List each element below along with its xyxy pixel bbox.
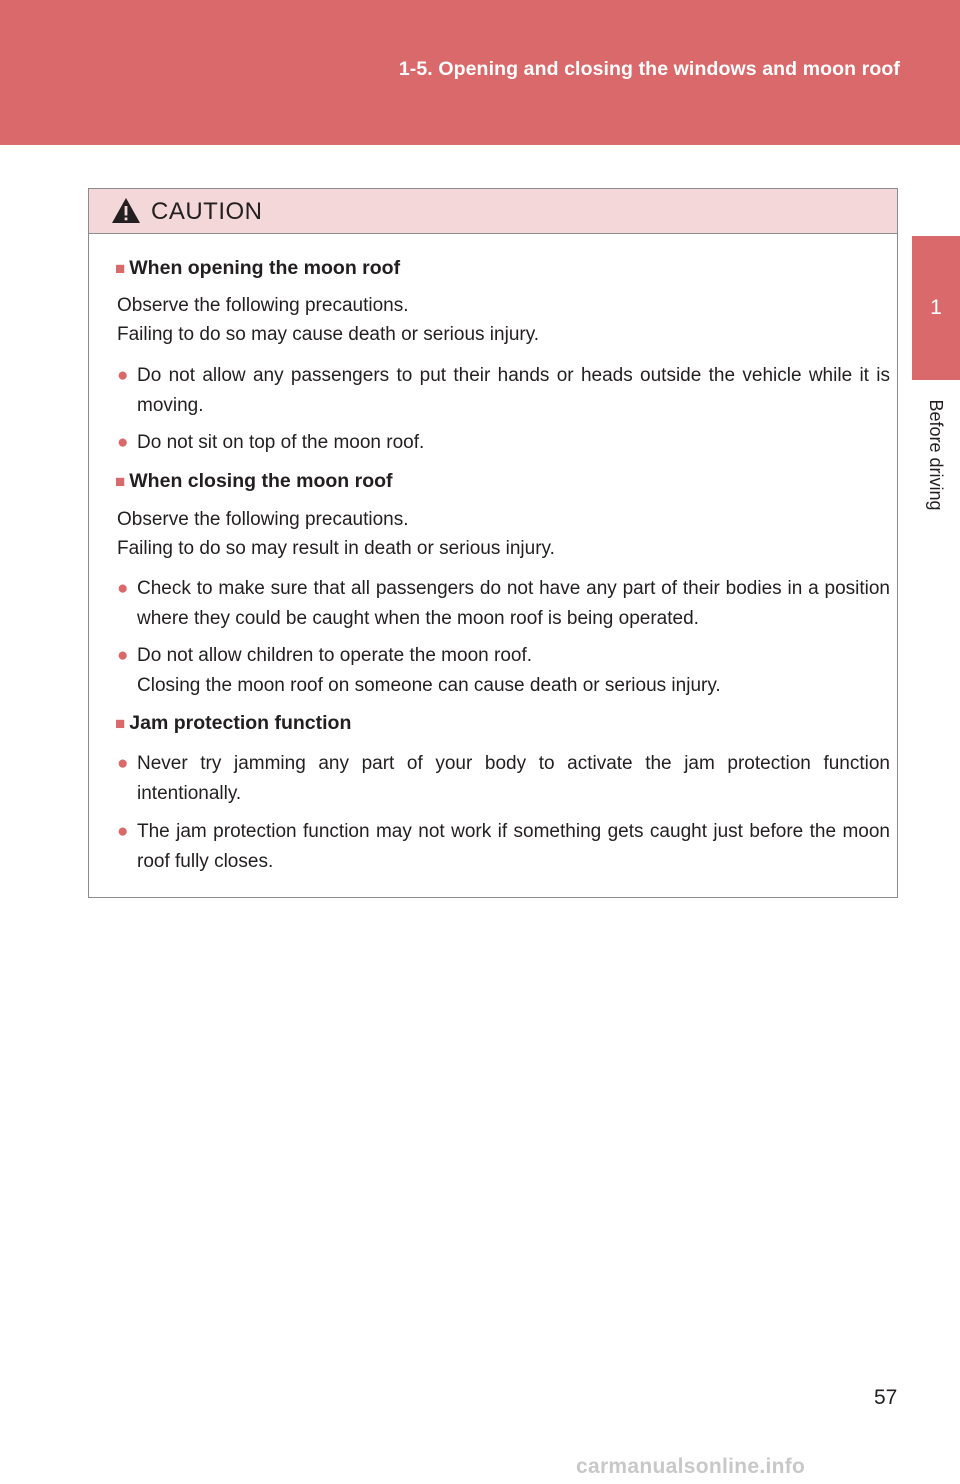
circle-bullet-icon: ●: [117, 578, 129, 599]
intro-text: Failing to do so may cause death or serious injury.: [117, 324, 540, 345]
circle-bullet-icon: ●: [117, 821, 129, 842]
section-heading: ■ Jam protection function: [115, 712, 352, 734]
bullet-continuation: Closing the moon roof on someone can cause death or serious injury.: [137, 675, 721, 696]
header-band: [0, 0, 960, 145]
section-heading: ■ When closing the moon roof: [115, 470, 393, 492]
square-bullet-icon: ■: [115, 714, 126, 733]
watermark: carmanualsonline.info: [576, 1455, 806, 1478]
warning-triangle-icon: [111, 197, 141, 224]
bullet-item: ● Do not sit on top of the moon roof.: [117, 428, 890, 458]
chapter-label: Before driving: [926, 399, 946, 511]
bullet-item: ● Never try jamming any part of your body to activate the jam protection function intentionally.: [117, 749, 890, 808]
caution-title: CAUTION: [151, 198, 263, 225]
circle-bullet-icon: ●: [117, 645, 129, 666]
circle-bullet-icon: ●: [117, 365, 129, 386]
intro-text: Observe the following precautions.: [117, 295, 409, 316]
circle-bullet-icon: ●: [117, 432, 129, 453]
bullet-item: ● Check to make sure that all passengers do not have any part of their bodies in a position where they could be caught when the moon roof is being operated.: [117, 574, 890, 633]
bullet-item: ● The jam protection function may not work if something gets caught just before the moon roof fully closes.: [117, 817, 890, 876]
section-title: 1-5. Opening and closing the windows and moon roof: [398, 58, 900, 80]
circle-bullet-icon: ●: [117, 753, 129, 774]
intro-text: Failing to do so may result in death or serious injury.: [117, 538, 555, 559]
caution-header: [89, 189, 897, 234]
square-bullet-icon: ■: [115, 259, 126, 278]
intro-text: Observe the following precautions.: [117, 509, 409, 530]
bullet-item: ● Do not allow any passengers to put their hands or heads outside the vehicle while it is moving.: [117, 361, 890, 420]
section-heading: ■ When opening the moon roof: [115, 257, 401, 279]
bullet-item: ● Do not allow children to operate the moon roof.: [117, 641, 890, 671]
page-number: 57: [874, 1386, 898, 1409]
chapter-number: 1: [930, 296, 942, 319]
caution-box: [88, 188, 898, 898]
square-bullet-icon: ■: [115, 472, 126, 491]
